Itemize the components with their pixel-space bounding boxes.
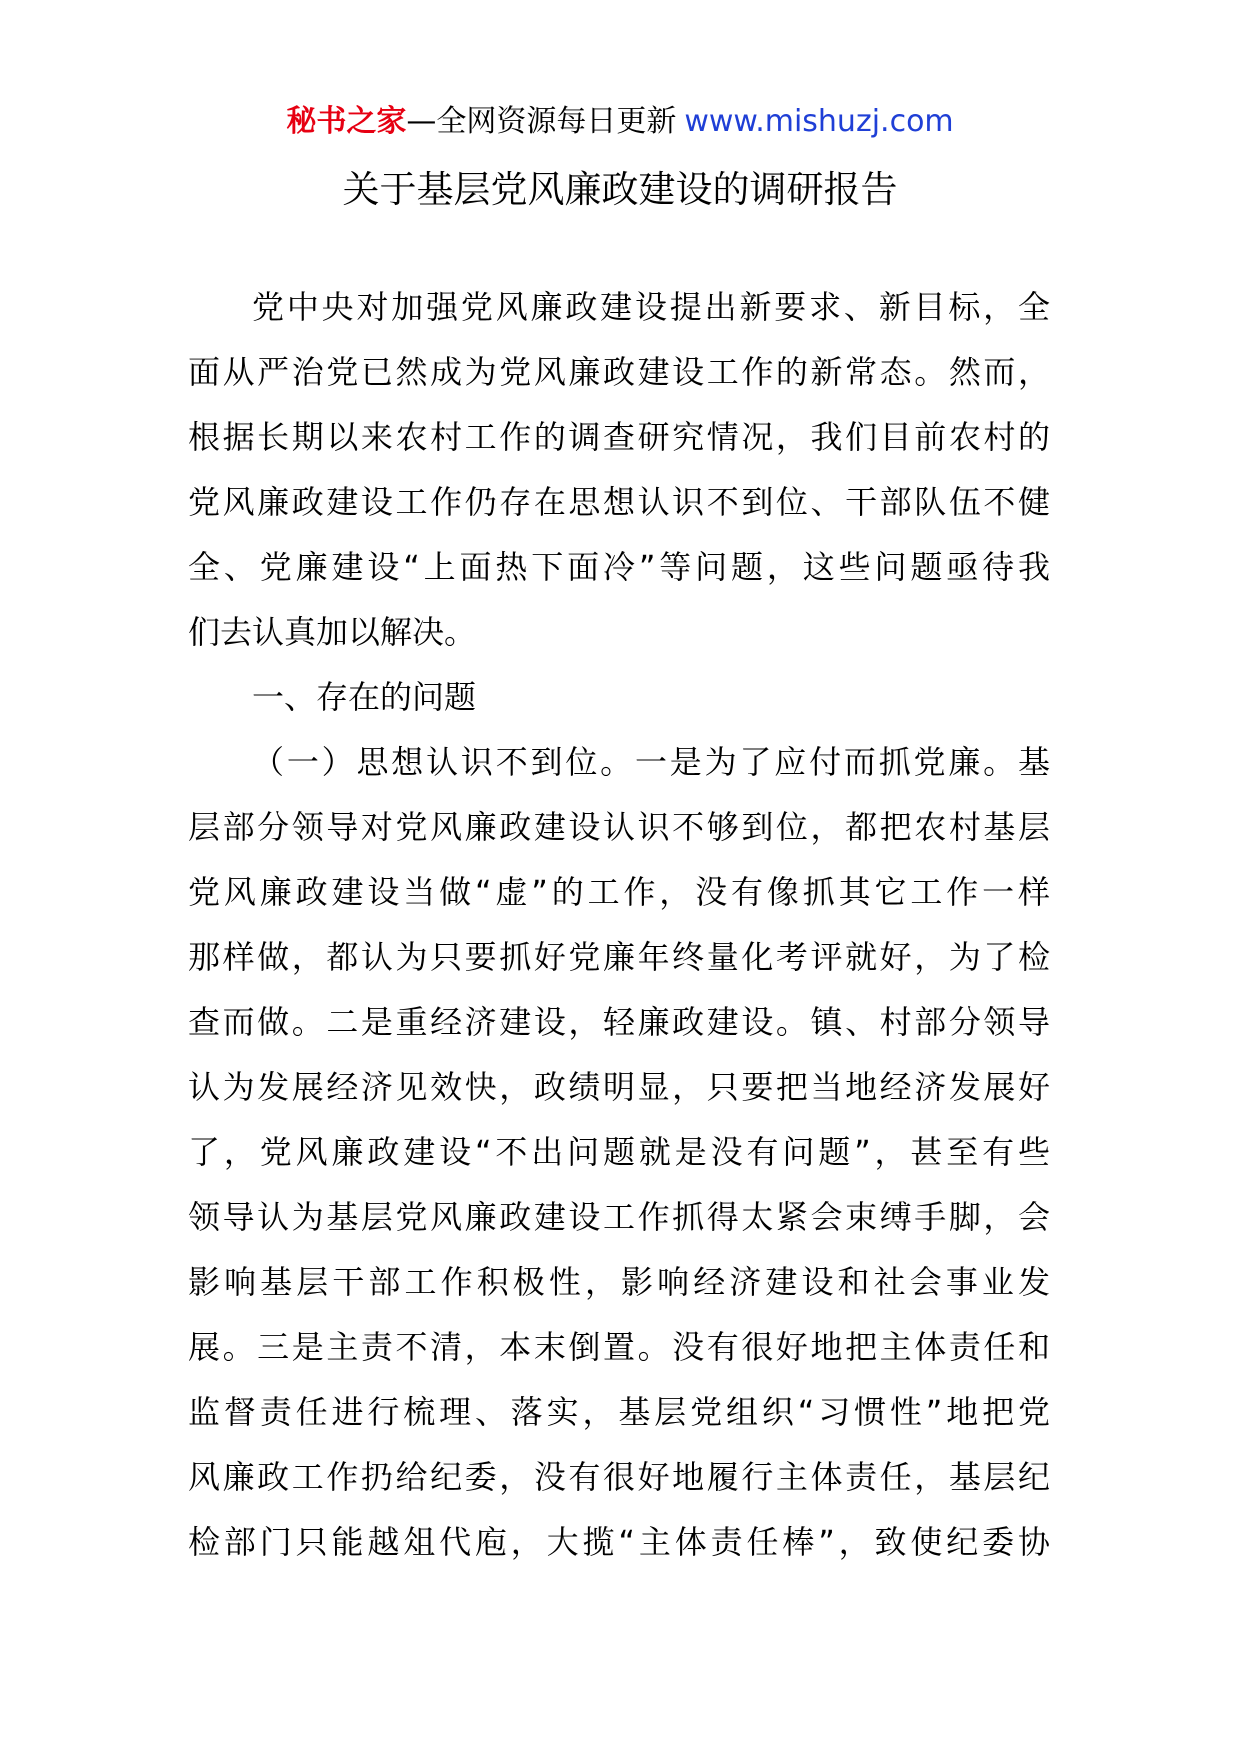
text-line: 层部分领导对党风廉政建设认识不够到位，都把农村基层: [188, 808, 1050, 846]
header-slogan: —全网资源每日更新: [406, 104, 677, 139]
text-line: 党中央对加强党风廉政建设提出新要求、新目标，全: [252, 288, 1050, 326]
text-line: 党风廉政建设工作仍存在思想认识不到位、干部队伍不健: [188, 483, 1050, 521]
text-line: 了，党风廉政建设“不出问题就是没有问题”，甚至有些: [188, 1133, 1050, 1171]
brand-name: 秘书之家: [286, 104, 407, 139]
text-line: 认为发展经济见效快，政绩明显，只要把当地经济发展好: [188, 1068, 1050, 1106]
site-header: [0, 102, 1240, 142]
text-line: （一）思想认识不到位。一是为了应付而抓党廉。基: [252, 743, 1050, 781]
text-line: 一、存在的问题: [252, 678, 477, 716]
text-line: 影响基层干部工作积极性，影响经济建设和社会事业发: [188, 1263, 1050, 1301]
text-line: 领导认为基层党风廉政建设工作抓得太紧会束缚手脚，会: [188, 1198, 1050, 1236]
text-line: 根据长期以来农村工作的调查研究情况，我们目前农村的: [188, 418, 1050, 456]
text-line: 展。三是主责不清，本末倒置。没有很好地把主体责任和: [188, 1328, 1050, 1366]
text-line: 全、党廉建设“上面热下面冷”等问题，这些问题亟待我: [188, 548, 1050, 586]
text-line: 们去认真加以解决。: [188, 613, 477, 651]
text-line: 风廉政工作扔给纪委，没有很好地履行主体责任，基层纪: [188, 1458, 1050, 1496]
text-line: 那样做，都认为只要抓好党廉年终量化考评就好，为了检: [188, 938, 1050, 976]
text-line: 党风廉政建设当做“虚”的工作，没有像抓其它工作一样: [188, 873, 1050, 911]
text-line: 查而做。二是重经济建设，轻廉政建设。镇、村部分领导: [188, 1003, 1050, 1041]
text-line: 面从严治党已然成为党风廉政建设工作的新常态。然而，: [188, 353, 1050, 391]
text-line: 检部门只能越俎代庖，大揽“主体责任棒”，致使纪委协: [188, 1523, 1050, 1561]
document-body: [188, 290, 1050, 1590]
document-title: 关于基层党风廉政建设的调研报告: [342, 168, 898, 211]
text-line: 监督责任进行梳理、落实，基层党组织“习惯性”地把党: [188, 1393, 1050, 1431]
site-url-link[interactable]: www.mishuzj.com: [684, 104, 954, 139]
